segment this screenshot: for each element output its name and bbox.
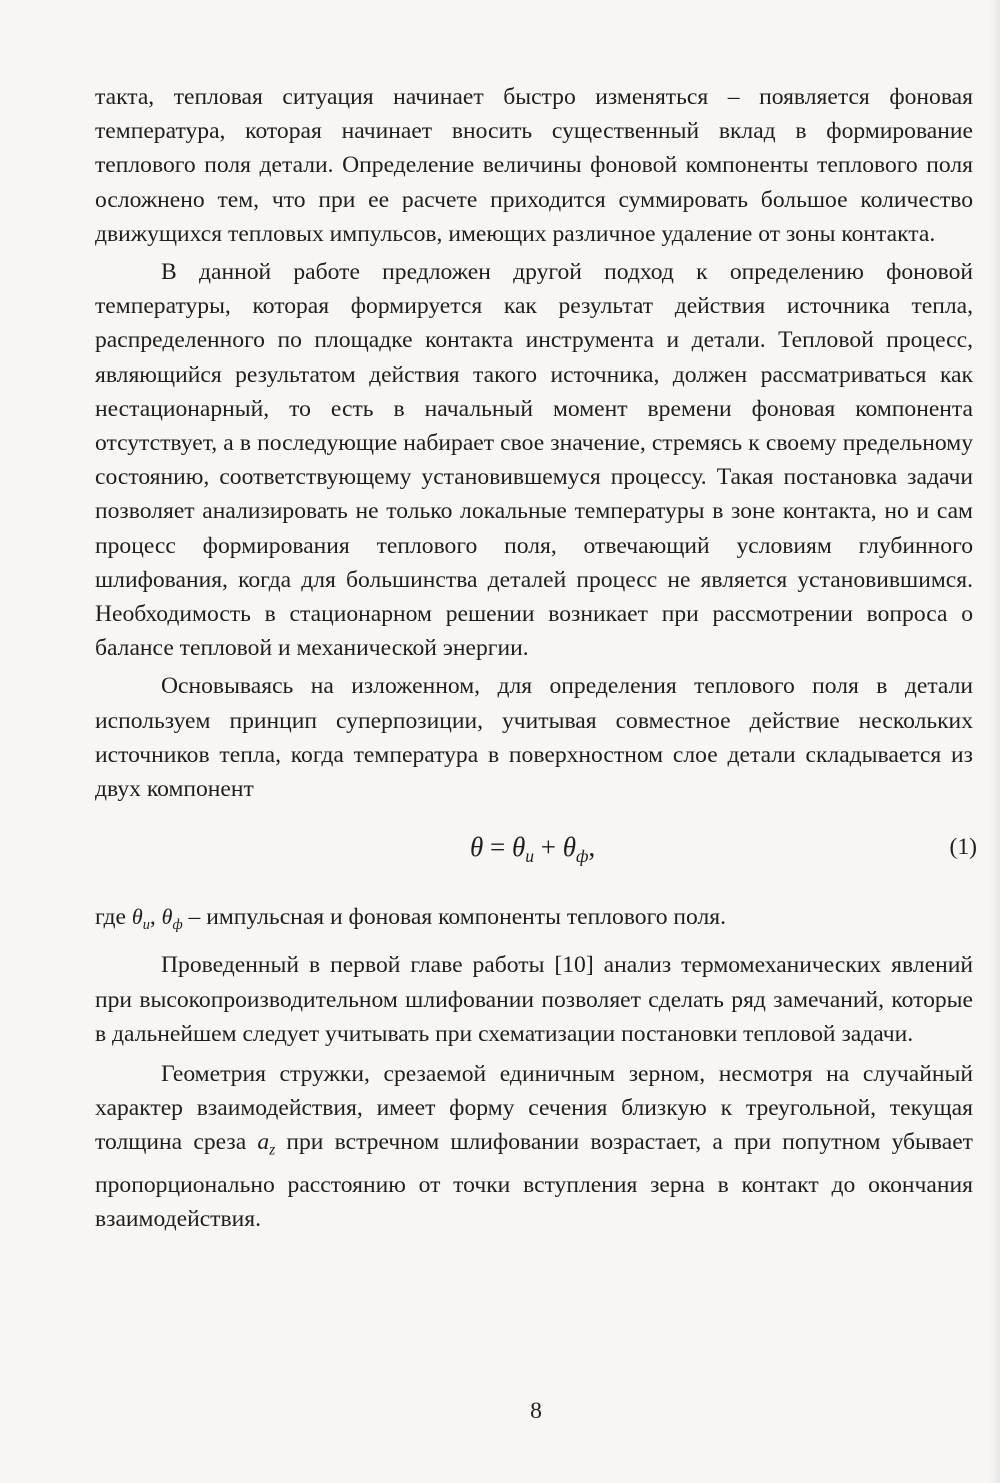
paragraph-2: В данной работе предложен другой подход к определению фоновой температуры, которая формируется как результат действия источника тепла, распределенного по площадке контакта инструмента и детали. Тепловой процесс, являющийся результатом действия такого источника, должен рассматриваться как нестационарный, то есть в начальный момент времени фоновая компонента отсутствует, а в последующие набирает свое значение, стремясь к своему предельному состоянию, соответствующему установившемуся процессу. Такая постановка задачи позволяет анализировать не только локальные температуры в зоне контакта, но и сам процесс формирования теплового поля, отвечающий условиям глубинного шлифования, когда для большинства деталей процесс не является установившимся. Необходимость в стационарном решении возникает при рассмотрении вопроса о балансе тепловой и механической энергии. [95,259,973,662]
page-body [95,80,977,1240]
paragraph-3: Основываясь на изложенном, для определения теплового поля в детали используем принцип суперпозиции, учитывая совместное действие нескольких источников тепла, когда температура в поверхностном слое детали складывается из двух компонент [95,673,973,803]
formula-number: (1) [949,834,977,861]
page-number: 8 [530,1398,542,1424]
formula-expression: $\theta = \theta_и + \theta_ф$, [470,832,596,867]
scan-edge-shadow [990,0,1000,1483]
symbol-theta-background: $\theta_ф$ [161,904,183,934]
symbol-theta-impulse: $\theta_и$ [131,904,150,934]
paragraph-4: Проведенный в первой главе работы [10] анализ термомеханических явлений при высокопроизводительном шлифовании позволяет сделать ряд замечаний, которые в дальнейшем следует учитывать при схематизации постановки тепловой задачи. [95,952,973,1047]
paragraph-1: такта, тепловая ситуация начинает быстро изменяться – появляется фоновая температура, которая начинает вносить существенный вклад в формирование теплового поля детали. Определение величины фоновой компоненты теплового поля осложнено тем, что при ее расчете приходится суммировать большое количество движущихся тепловых импульсов, имеющих различное удаление от зоны контакта. [95,84,973,247]
where-line: где $\theta_и$, $\theta_ф$ – импульсная и фоновая компоненты теплового поля. [95,904,727,934]
paragraph-5: Геометрия стружки, срезаемой единичным зерном, несмотря на случайный характер взаимодействия, имеет форму сечения близкую к треугольной, текущая толщина среза $a_z$ при встречном шлифовании возрастает, а при попутном убывает пропорционально расстоянию от точки вступления зерна в контакт до окончания взаимодействия. [95,1061,973,1233]
formula-1 [95,810,977,900]
symbol-a-z: $a_z$ [257,1129,276,1159]
